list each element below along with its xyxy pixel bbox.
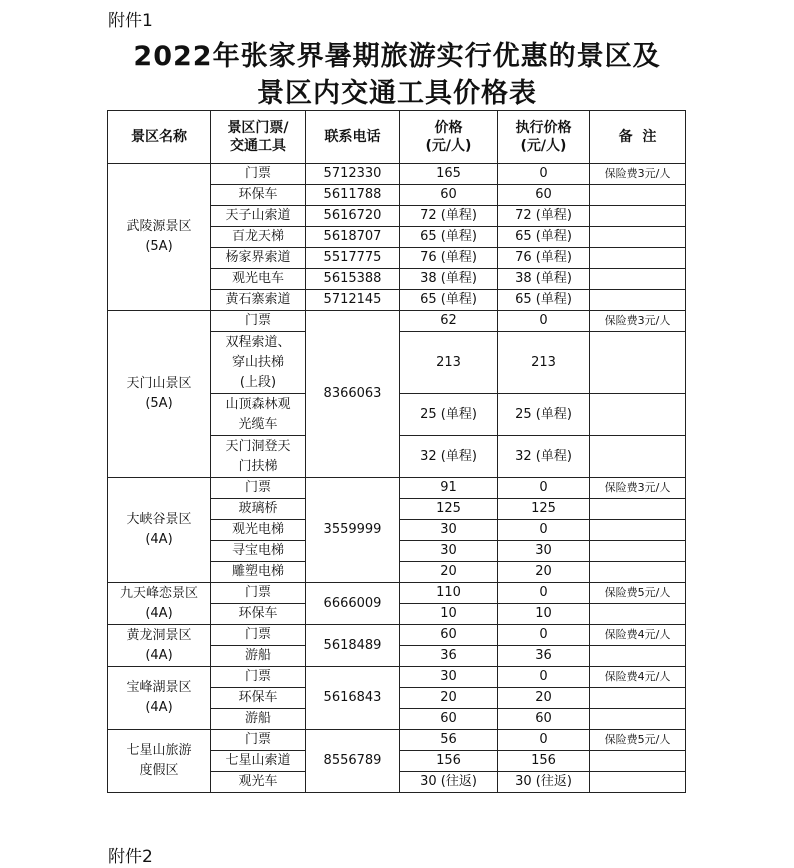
phone-cell: 3559999	[306, 478, 400, 583]
item-cell: 游船	[211, 646, 306, 667]
table-row	[108, 667, 686, 688]
note-cell	[590, 751, 686, 772]
item-cell: 雕塑电梯	[211, 562, 306, 583]
note-cell	[590, 499, 686, 520]
item-cell: 观光电梯	[211, 520, 306, 541]
exec-price-cell: 25 (单程)	[498, 394, 590, 436]
header-exec-line2: (元/人)	[520, 138, 567, 154]
price-cell: 32 (单程)	[400, 436, 498, 478]
table-row	[108, 583, 686, 604]
price-cell: 30	[400, 520, 498, 541]
area-name-cell	[108, 730, 211, 793]
price-cell: 30	[400, 541, 498, 562]
exec-price-cell: 36	[498, 646, 590, 667]
price-cell: 165	[400, 164, 498, 185]
header-phone: 联系电话	[306, 111, 400, 164]
exec-price-cell: 0	[498, 520, 590, 541]
area-name-cell	[108, 164, 211, 311]
item-cell: 门票	[211, 311, 306, 332]
phone-cell: 5618707	[306, 227, 400, 248]
exec-price-cell: 72 (单程)	[498, 206, 590, 227]
item-cell: 杨家界索道	[211, 248, 306, 269]
price-cell: 62	[400, 311, 498, 332]
area-grade: (5A)	[145, 239, 173, 254]
note-cell	[590, 206, 686, 227]
exec-price-cell: 76 (单程)	[498, 248, 590, 269]
price-cell: 125	[400, 499, 498, 520]
exec-price-cell: 0	[498, 583, 590, 604]
area-name-cell	[108, 583, 211, 625]
note-cell	[590, 562, 686, 583]
area-name: 黄龙洞景区	[126, 627, 192, 643]
area-grade: (4A)	[145, 647, 173, 663]
price-cell: 65 (单程)	[400, 227, 498, 248]
exec-price-cell: 0	[498, 625, 590, 646]
price-cell: 60	[400, 185, 498, 206]
phone-cell: 5517775	[306, 248, 400, 269]
note-cell	[590, 520, 686, 541]
item-cell: 寻宝电梯	[211, 541, 306, 562]
note-cell	[590, 248, 686, 269]
item-cell: 游船	[211, 709, 306, 730]
header-price-line1: 价格	[434, 120, 463, 136]
area-name: 武陵源景区	[126, 219, 192, 234]
area-name: 大峡谷景区	[126, 512, 192, 527]
document-title-line1: 2022年张家界暑期旅游实行优惠的景区及	[133, 41, 661, 72]
exec-price-cell: 0	[498, 730, 590, 751]
exec-price-cell: 0	[498, 667, 590, 688]
table-row	[108, 625, 686, 646]
phone-cell: 6666009	[306, 583, 400, 625]
note-cell	[590, 604, 686, 625]
table-row	[108, 164, 686, 185]
price-cell: 213	[400, 332, 498, 394]
exec-price-cell: 20	[498, 562, 590, 583]
area-grade: (5A)	[145, 396, 173, 411]
exec-price-cell: 20	[498, 688, 590, 709]
item-cell: 门票	[211, 478, 306, 499]
annex-label: 附件1	[108, 11, 153, 31]
note-cell: 保险费3元/人	[590, 164, 686, 185]
item-line: 门扶梯	[238, 458, 278, 474]
phone-cell: 5616720	[306, 206, 400, 227]
item-cell: 门票	[211, 730, 306, 751]
item-cell: 玻璃桥	[211, 499, 306, 520]
phone-cell: 5611788	[306, 185, 400, 206]
price-cell: 25 (单程)	[400, 394, 498, 436]
price-cell: 60	[400, 709, 498, 730]
note-cell: 保险费3元/人	[590, 311, 686, 332]
item-cell	[211, 332, 306, 394]
document-title-line2: 景区内交通工具价格表	[257, 78, 537, 109]
note-cell	[590, 332, 686, 394]
header-price-line2: (元/人)	[425, 138, 472, 154]
area-name-cell	[108, 478, 211, 583]
price-cell: 36	[400, 646, 498, 667]
exec-price-cell: 60	[498, 185, 590, 206]
item-line: 山顶森林观	[225, 396, 291, 412]
note-cell: 保险费4元/人	[590, 667, 686, 688]
area-grade: (4A)	[145, 605, 173, 621]
note-cell	[590, 290, 686, 311]
area-grade: (4A)	[145, 700, 173, 715]
phone-cell: 8556789	[306, 730, 400, 793]
note-cell	[590, 227, 686, 248]
price-cell: 91	[400, 478, 498, 499]
exec-price-cell: 213	[498, 332, 590, 394]
price-cell: 60	[400, 625, 498, 646]
note-cell	[590, 436, 686, 478]
area-grade: (4A)	[145, 532, 173, 547]
item-cell	[211, 394, 306, 436]
item-cell: 观光车	[211, 772, 306, 793]
item-cell: 环保车	[211, 604, 306, 625]
exec-price-cell: 32 (单程)	[498, 436, 590, 478]
item-line: 双程索道、	[225, 334, 291, 350]
item-cell: 七星山索道	[211, 751, 306, 772]
area-name: 宝峰湖景区	[126, 680, 192, 695]
item-line: (上段)	[239, 374, 277, 390]
area-name-cell	[108, 625, 211, 667]
note-cell	[590, 709, 686, 730]
header-note: 备 注	[590, 111, 686, 164]
note-cell: 保险费4元/人	[590, 625, 686, 646]
exec-price-cell: 65 (单程)	[498, 227, 590, 248]
phone-cell: 5616843	[306, 667, 400, 730]
exec-price-cell: 0	[498, 478, 590, 499]
item-cell: 门票	[211, 583, 306, 604]
area-name: 九天峰恋景区	[119, 585, 198, 601]
item-cell: 门票	[211, 164, 306, 185]
note-cell	[590, 541, 686, 562]
price-cell: 20	[400, 688, 498, 709]
price-cell: 110	[400, 583, 498, 604]
item-cell: 环保车	[211, 185, 306, 206]
phone-cell: 8366063	[306, 311, 400, 478]
header-area-name: 景区名称	[108, 111, 211, 164]
exec-price-cell: 0	[498, 164, 590, 185]
table-row	[108, 730, 686, 751]
area-grade: 度假区	[139, 763, 179, 778]
item-line: 天门洞登天	[225, 438, 291, 454]
header-price	[400, 111, 498, 164]
header-exec-line1: 执行价格	[515, 120, 572, 136]
annex-label: 附件2	[108, 847, 153, 867]
table-header-row	[108, 111, 686, 164]
item-line: 光缆车	[238, 416, 278, 432]
phone-cell: 5712330	[306, 164, 400, 185]
exec-price-cell: 30	[498, 541, 590, 562]
item-cell: 门票	[211, 625, 306, 646]
note-cell	[590, 688, 686, 709]
price-cell: 30 (往返)	[400, 772, 498, 793]
area-name: 七星山旅游	[126, 743, 192, 758]
price-cell: 72 (单程)	[400, 206, 498, 227]
note-cell	[590, 646, 686, 667]
phone-cell: 5618489	[306, 625, 400, 667]
header-item	[211, 111, 306, 164]
item-cell: 天子山索道	[211, 206, 306, 227]
price-cell: 56	[400, 730, 498, 751]
note-cell: 保险费5元/人	[590, 583, 686, 604]
price-cell: 65 (单程)	[400, 290, 498, 311]
item-cell: 环保车	[211, 688, 306, 709]
price-cell: 76 (单程)	[400, 248, 498, 269]
exec-price-cell: 60	[498, 709, 590, 730]
price-table	[107, 110, 686, 793]
price-cell: 10	[400, 604, 498, 625]
phone-cell: 5615388	[306, 269, 400, 290]
note-cell	[590, 269, 686, 290]
exec-price-cell: 10	[498, 604, 590, 625]
area-name: 天门山景区	[126, 376, 192, 391]
price-cell: 30	[400, 667, 498, 688]
exec-price-cell: 125	[498, 499, 590, 520]
price-cell: 20	[400, 562, 498, 583]
table-row	[108, 478, 686, 499]
exec-price-cell: 38 (单程)	[498, 269, 590, 290]
table-row	[108, 311, 686, 332]
header-item-line2: 交通工具	[230, 138, 286, 154]
area-name-cell	[108, 667, 211, 730]
note-cell	[590, 185, 686, 206]
item-cell	[211, 436, 306, 478]
phone-cell: 5712145	[306, 290, 400, 311]
note-cell	[590, 772, 686, 793]
price-cell: 156	[400, 751, 498, 772]
item-cell: 百龙天梯	[211, 227, 306, 248]
item-cell: 门票	[211, 667, 306, 688]
exec-price-cell: 30 (往返)	[498, 772, 590, 793]
note-cell: 保险费3元/人	[590, 478, 686, 499]
exec-price-cell: 65 (单程)	[498, 290, 590, 311]
item-cell: 黄石寨索道	[211, 290, 306, 311]
item-cell: 观光电车	[211, 269, 306, 290]
exec-price-cell: 0	[498, 311, 590, 332]
exec-price-cell: 156	[498, 751, 590, 772]
header-exec-price	[498, 111, 590, 164]
price-cell: 38 (单程)	[400, 269, 498, 290]
item-line: 穿山扶梯	[231, 354, 284, 370]
note-cell	[590, 394, 686, 436]
header-item-line1: 景区门票/	[227, 120, 289, 136]
area-name-cell	[108, 311, 211, 478]
note-cell: 保险费5元/人	[590, 730, 686, 751]
